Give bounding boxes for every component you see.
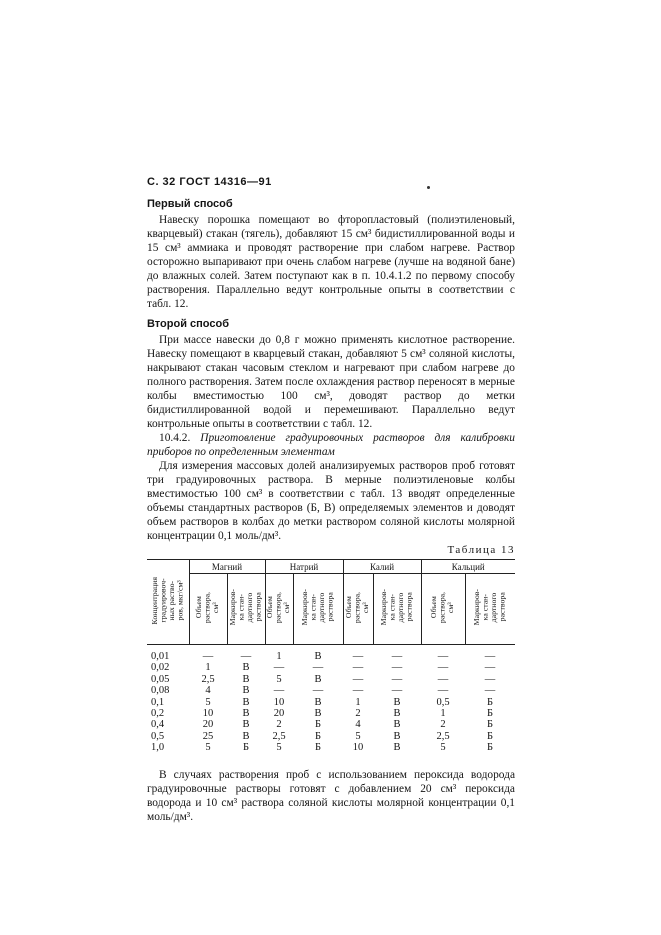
section1-title: Первый способ: [147, 198, 233, 210]
table-caption: Таблица 13: [447, 544, 515, 556]
table-row: 0,5 25 В 2,5 Б 5 В 2,5 Б: [151, 730, 494, 742]
table-row: 1,0 5 Б 5 Б 10 В 5 Б: [151, 742, 494, 754]
table-13: [147, 559, 515, 754]
table-row: 0,2 10 В 20 В 2 В 1 Б: [151, 708, 494, 720]
table-row: 0,08 4 В — — — — — —: [151, 685, 496, 697]
table-group-calcium: Кальций: [421, 560, 515, 574]
section2-text: При массе навески до 0,8 г можно применять кислотное растворение. Навеску помещают в кварцевый стакан, добавляют 5 см³ соляной кислоты, накрывают стакан часовым стеклом и нагревают при слабом нагреве до полного растворения. Затем после охлаждения раствор переносят в мерные колбы вместимостью 100 см³, доводят раствор до метки бидистиллированной водой и перемешивают. Параллельно ведут контрольные опыты в соответствии с табл. 12.: [147, 334, 515, 430]
table-subheader: Маркиров- ка стан- дартного раствора: [465, 574, 515, 645]
final-text: В случаях растворения проб с использованием пероксида водорода градуировочные растворы готовят с добавлением 20 см³ пероксида водорода и 10 см³ раствора соляной кислоты молярной концентрации 0,1 моль/дм³.: [147, 768, 515, 823]
table-row: 0,05 2,5 В 5 В — — — —: [151, 673, 496, 685]
table-subheader: Объем раствора, см³: [265, 574, 293, 645]
table-group-potassium: Калий: [343, 560, 421, 574]
table-subheader: Объем раствора, см³: [189, 574, 227, 645]
table-subheader: Маркиров- ка стан- дартного раствора: [293, 574, 343, 645]
table-group-magnesium: Магний: [189, 560, 265, 574]
clause-title: Приготовление градуировочных растворов для калибровки приборов по определенным элементам: [147, 432, 515, 458]
table-row: 0,1 5 В 10 В 1 В 0,5 Б: [151, 696, 494, 708]
document-page: [147, 176, 515, 824]
table-row: 0,02 1 В — — — — — —: [151, 662, 496, 674]
clause-number: 10.4.2.: [159, 432, 191, 444]
table-subheader: Объем раствора, см³: [421, 574, 465, 645]
table-row: 0,4 20 В 2 Б 4 В 2 Б: [151, 719, 494, 731]
clause-heading: [147, 431, 515, 459]
section2-title: Второй способ: [147, 318, 229, 330]
clause-text: Для измерения массовых долей анализируемых растворов проб готовят три градуировочных раствора. В мерные полиэтиленовые колбы вместимостью 100 см³ в соответствии с табл. 13 вводят определенные объемы стандартных растворов (Б, В) определяемых элементов и доводят объем растворов в колбах до метки раствором соляной кислоты молярной концентрации 0,1 моль/дм³.: [147, 460, 515, 542]
table-header-concentration: Концентрация градуировоч- ных раство- ров, мкг/см³: [147, 560, 189, 645]
table-subheader: Маркиров- ка стан- дартного раствора: [373, 574, 421, 645]
table-subheader: Маркиров- ка стан- дартного раствора: [227, 574, 265, 645]
table-subheader: Объем раствора, см³: [343, 574, 373, 645]
table-group-sodium: Натрий: [265, 560, 343, 574]
section1-text: Навеску порошка помещают во фторопластовый (полиэтиленовый, кварцевый) стакан (тягель), добавляют 15 см³ бидистиллированной воды и 15 см³ аммиака и проводят растворение при слабом нагреве. Раствор осторожно выпаривают при очень слабом нагреве (лучше на водяной бане) до влажных солей. Затем поступают как в п. 10.4.1.2 по первому способу растворения. Параллельно ведут контрольные опыты в соответствии с табл. 12.: [147, 214, 515, 310]
table-row: 0,01 — — 1 В — — — —: [151, 651, 496, 662]
page-header: С. 32 ГОСТ 14316—91: [147, 176, 272, 188]
